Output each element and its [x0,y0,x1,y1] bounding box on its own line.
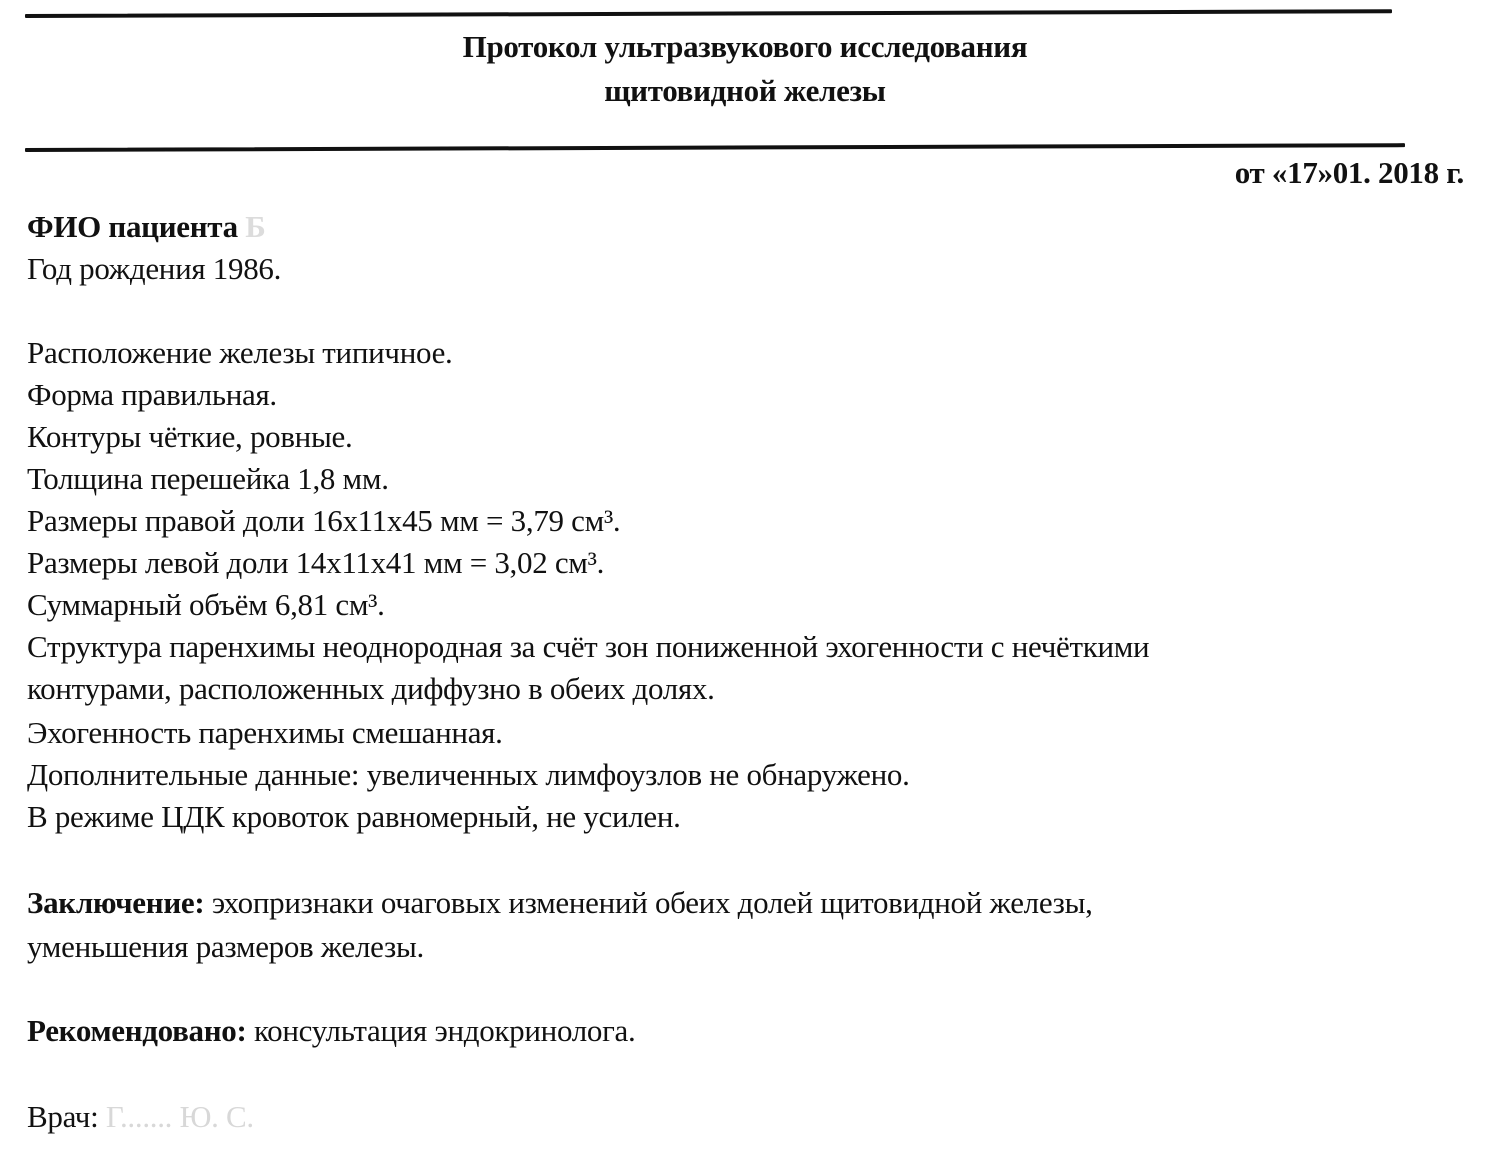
bottom-divider [25,143,1405,152]
finding-cdk-bloodflow: В режиме ЦДК кровоток равномерный, не усилен. [27,799,681,834]
finding-left-lobe-size: Размеры левой доли 14x11x41 мм = 3,02 см³. [27,545,605,580]
finding-additional-data: Дополнительные данные: увеличенных лимфоузлов не обнаружено. [27,757,910,792]
doctor-name-redacted: Г....... Ю. С. [98,1099,254,1134]
finding-location: Расположение железы типичное. [27,335,453,370]
conclusion-row [27,882,1093,924]
document-date: от «17»01. 2018 г. [1234,155,1464,190]
finding-right-lobe-size: Размеры правой доли 16x11x45 мм = 3,79 см³. [27,503,621,538]
patient-name-label: ФИО пациента [27,209,238,244]
finding-isthmus-thickness: Толщина перешейка 1,8 мм. [27,461,389,496]
finding-total-volume: Суммарный объём 6,81 см³. [27,587,385,622]
conclusion-text-line-2: уменьшения размеров железы. [27,929,424,964]
top-divider [25,9,1392,18]
birth-year: Год рождения 1986. [27,251,282,286]
patient-name-redacted: Б [245,209,266,244]
finding-echogenicity: Эхогенность паренхимы смешанная. [27,715,503,750]
finding-structure-line-2: контурами, расположенных диффузно в обеих долях. [27,671,715,706]
doctor-row [27,1096,254,1138]
recommendation-text: консультация эндокринолога. [246,1013,636,1048]
recommendation-row [27,1010,635,1052]
patient-name-row [27,206,265,248]
finding-shape: Форма правильная. [27,377,277,412]
finding-contours: Контуры чёткие, ровные. [27,419,353,454]
recommendation-label: Рекомендовано: [27,1013,247,1048]
doctor-label: Врач: [27,1099,99,1134]
conclusion-text-line-1: эхопризнаки очаговых изменений обеих долей щитовидной железы, [204,885,1093,920]
document-title-line-1: Протокол ультразвукового исследования [462,29,1028,64]
finding-structure-line-1: Структура паренхимы неоднородная за счёт зон пониженной эхогенности с нечёткими [27,629,1150,664]
conclusion-label: Заключение: [27,885,205,920]
document-title-line-2: щитовидной железы [604,73,886,108]
